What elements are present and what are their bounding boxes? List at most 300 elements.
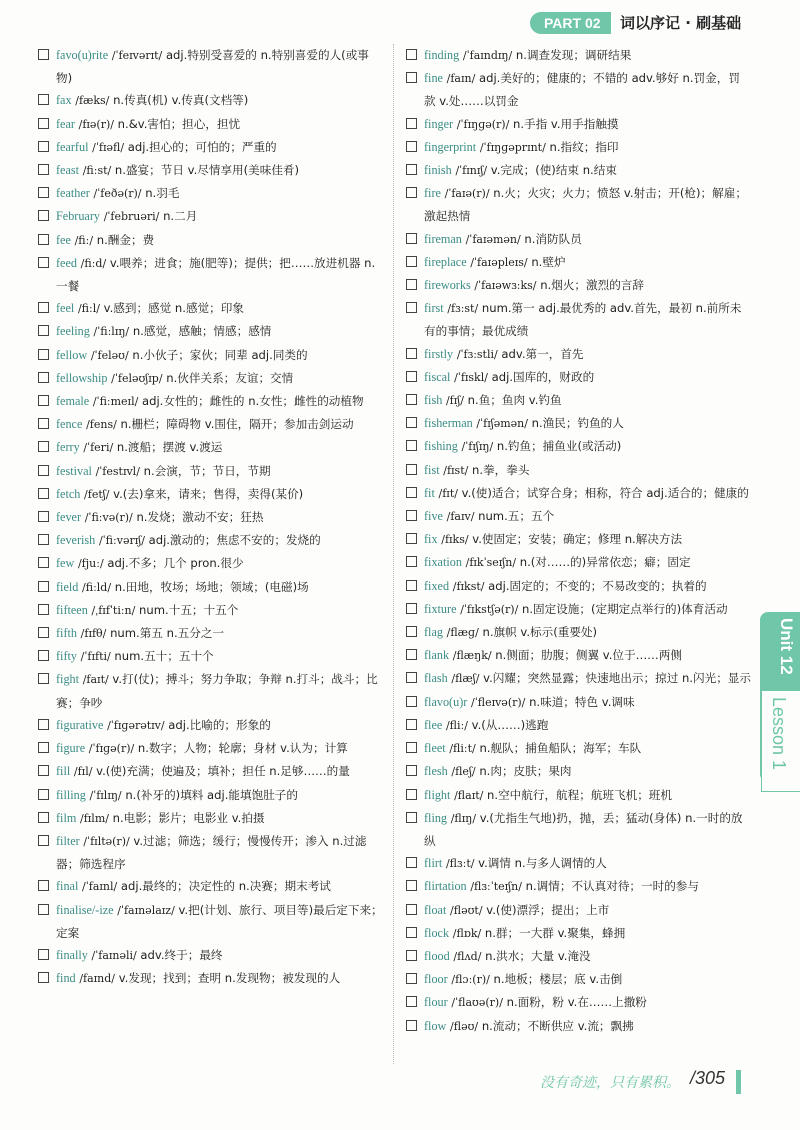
headword: fire [424, 186, 441, 201]
definition: n.栅栏；障碍物 v.围住，隔开；参加击剑运动 [120, 417, 354, 432]
vocab-entry [406, 575, 751, 598]
phonetic: /fɪt/ [438, 486, 458, 500]
vocab-entry [38, 622, 383, 645]
checkbox[interactable] [406, 742, 417, 753]
checkbox[interactable] [406, 487, 417, 498]
phonetic: /ˈfaɪə(r)/ [444, 187, 490, 201]
phonetic: /ˈfiːlɪŋ/ [93, 325, 130, 339]
checkbox[interactable] [38, 650, 49, 661]
vocab-entry [38, 182, 383, 205]
definition: n.钓鱼；捕鱼业(或活动) [496, 439, 622, 454]
headword: find [56, 971, 76, 986]
checkbox[interactable] [406, 187, 417, 198]
phonetic: /ˈfiːvərɪʃ/ [98, 534, 145, 548]
vocab-entry [406, 784, 751, 807]
vocab-entry [406, 136, 751, 159]
vocab-entry [406, 945, 751, 968]
definition: v.(去)拿来，请来；售得，卖得(某价) [113, 486, 304, 501]
phonetic: /ˈfaɪəwɜːks/ [474, 279, 537, 293]
phonetic: /fləʊ/ [450, 1019, 479, 1033]
checkbox[interactable] [406, 719, 417, 730]
checkbox[interactable] [38, 604, 49, 615]
checkbox[interactable] [406, 118, 417, 129]
checkbox[interactable] [38, 418, 49, 429]
phonetic: /ˈfebruəri/ [103, 210, 160, 224]
vocab-entry [406, 852, 751, 875]
page-number: /305 [690, 1068, 726, 1088]
definition: adj.激动的；焦虑不安的；发烧的 [148, 533, 321, 548]
vocab-entry [38, 737, 383, 760]
checkbox[interactable] [38, 395, 49, 406]
phonetic: /ˈfaɪndɪŋ/ [462, 49, 513, 62]
headword: fix [424, 532, 438, 547]
definition: n.肉；皮肤；果肉 [479, 764, 572, 779]
phonetic: /flæŋk/ [452, 649, 492, 663]
headword: fee [56, 232, 71, 247]
vocab-entry [406, 551, 751, 574]
headword: feed [56, 255, 77, 270]
checkbox[interactable] [406, 696, 417, 707]
phonetic: /fɪə(r)/ [78, 117, 114, 131]
phonetic: /ˈfeləʊ/ [90, 348, 129, 362]
headword: favo(u)rite [56, 48, 109, 62]
headword: first [424, 301, 444, 316]
vocab-entry [406, 113, 751, 136]
definition: n.数字；人物；轮廓；身材 v.认为；计算 [137, 741, 348, 756]
checkbox[interactable] [38, 349, 49, 360]
checkbox[interactable] [406, 765, 417, 776]
headword: finger [424, 116, 454, 131]
phonetic: /fɪks/ [441, 533, 469, 547]
checkbox[interactable] [38, 949, 49, 960]
checkbox[interactable] [38, 557, 49, 568]
phonetic: /ˈfaɪnəlaɪz/ [117, 903, 175, 917]
headword: figurative [56, 717, 104, 732]
checkbox[interactable] [406, 256, 417, 267]
checkbox[interactable] [38, 534, 49, 545]
checkbox[interactable] [38, 49, 49, 60]
checkbox[interactable] [406, 857, 417, 868]
vocab-entry [38, 784, 383, 807]
definition: adv.终于；最终 [140, 947, 223, 962]
phonetic: /ˈfɪskl/ [454, 370, 488, 384]
vocab-entry [38, 460, 383, 483]
definition: n.盛宴；节日 v.尽情享用(美味佳肴) [114, 163, 300, 178]
vocab-entry [406, 667, 751, 690]
right-column [406, 44, 751, 1038]
checkbox[interactable] [38, 488, 49, 499]
checkbox[interactable] [38, 719, 49, 730]
definition: v.(从……)逃跑 [471, 717, 549, 732]
definition: v.闪耀；突然显露；快速地出示；掠过 n.闪光；显示 [483, 671, 751, 686]
headword: festival [56, 463, 92, 478]
headword: fireplace [424, 254, 467, 269]
phonetic: /flʌd/ [453, 949, 482, 963]
definition: n.渔民；钓鱼的人 [531, 416, 624, 431]
headword: flight [424, 787, 451, 802]
checkbox[interactable] [406, 603, 417, 614]
headword: February [56, 209, 100, 224]
headword: fence [56, 417, 83, 432]
vocab-entry [38, 830, 383, 875]
vocab-entry [406, 691, 751, 714]
definition: v.把(计划、旅行、项目等)最后定下来；定案 [56, 902, 383, 940]
definition: num.第五 n.五分之一 [110, 626, 225, 641]
definition: n.固定设施；(定期定点举行的)体育活动 [521, 601, 728, 616]
headword: fifty [56, 649, 77, 664]
vocab-entry [406, 251, 751, 274]
vocab-entry [38, 760, 383, 783]
checkbox[interactable] [406, 789, 417, 800]
headword: firstly [424, 346, 454, 361]
definition: adj.不多；几个 pron.很少 [107, 556, 244, 571]
vocab-entry [38, 297, 383, 320]
phonetic: /ˈfɜːstli/ [456, 347, 498, 361]
phonetic: /ˈfɪnɪʃ/ [455, 164, 488, 178]
vocab-entry [38, 136, 383, 159]
checkbox[interactable] [38, 234, 49, 245]
checkbox[interactable] [38, 325, 49, 336]
phonetic: /flæɡ/ [446, 626, 479, 640]
header-title: 词以序记 · 刷基础 [620, 14, 742, 32]
definition: n.会演，节；节日，节期 [143, 463, 271, 478]
phonetic: /fens/ [86, 418, 117, 432]
headword: feeling [56, 324, 90, 339]
headword: field [56, 579, 79, 594]
phonetic: /ˈfeləʊʃɪp/ [111, 371, 163, 385]
checkbox[interactable] [406, 556, 417, 567]
vocab-entry [38, 113, 383, 136]
checkbox[interactable] [406, 394, 417, 405]
headword: floor [424, 972, 448, 987]
checkbox[interactable] [406, 302, 417, 313]
checkbox[interactable] [38, 118, 49, 129]
checkbox[interactable] [406, 950, 417, 961]
vocab-entry [406, 482, 751, 505]
definition: n.(补牙的)填料 adj.能填饱肚子的 [125, 787, 298, 802]
vocab-entry [406, 714, 751, 737]
checkbox[interactable] [38, 441, 49, 452]
phonetic: /ˈfɪlɪŋ/ [89, 788, 122, 802]
checkbox[interactable] [406, 580, 417, 591]
vocab-entry [406, 505, 751, 528]
headword: flank [424, 648, 450, 663]
headword: feel [56, 301, 75, 316]
checkbox[interactable] [38, 835, 49, 846]
checkbox[interactable] [406, 417, 417, 428]
headword: fine [424, 71, 443, 86]
definition: v.(使)适合；试穿合身；相称，符合 adj.适合的；健康的 [461, 485, 749, 500]
definition: adj.比喻的；形象的 [168, 717, 271, 732]
checkbox[interactable] [38, 511, 49, 522]
phonetic: /fɪkst/ [452, 579, 485, 593]
definition: n.二月 [163, 209, 198, 224]
headword: fleet [424, 741, 446, 756]
vocab-entry [38, 714, 383, 737]
vocab-entry [38, 967, 383, 990]
headword: fifteen [56, 602, 88, 617]
checkbox[interactable] [406, 927, 417, 938]
lesson-label: Lesson 1 [769, 697, 789, 771]
phonetic: /fjuː/ [77, 557, 104, 571]
vocab-entry [406, 44, 751, 67]
phonetic: /ˈfɪfti/ [80, 650, 111, 664]
headword: fearful [56, 139, 89, 154]
checkbox[interactable] [406, 49, 417, 60]
phonetic: /ˈfaɪnl/ [82, 880, 118, 894]
checkbox[interactable] [38, 673, 49, 684]
vocab-entry [38, 367, 383, 390]
checkbox[interactable] [38, 141, 49, 152]
headword: fixation [424, 555, 462, 570]
definition: n.酬金；费 [96, 232, 155, 247]
headword: fifth [56, 626, 77, 641]
definition: v.(尤指生气地)扔，抛，丢；猛动(身体) n.一时的放纵 [424, 810, 743, 848]
phonetic: /fetʃ/ [84, 487, 110, 501]
phonetic: /flɜːt/ [445, 857, 475, 871]
checkbox[interactable] [406, 141, 417, 152]
checkbox[interactable] [38, 789, 49, 800]
definition: n.渡船；摆渡 v.渡运 [116, 440, 223, 455]
headword: finish [424, 163, 452, 178]
checkbox[interactable] [406, 440, 417, 451]
checkbox[interactable] [38, 94, 49, 105]
definition: n.(对……的)异常依恋；癖；固定 [519, 555, 691, 570]
headword: flood [424, 948, 450, 963]
phonetic: /ˈfɪəfl/ [92, 140, 125, 154]
phonetic: /ˈferi/ [83, 441, 114, 455]
definition: n.旗帜 v.标示(重要处) [482, 625, 598, 640]
definition: n.地板；楼层；底 v.击倒 [493, 972, 623, 987]
vocab-entry [38, 875, 383, 898]
definition: v.过滤；筛选；缓行；慢慢传开；渗入 n.过滤器；筛选程序 [56, 833, 367, 872]
headword: fetch [56, 486, 81, 501]
definition: v.调情 n.与多人调情的人 [478, 856, 607, 871]
definition: num.五；五个 [478, 509, 555, 524]
checkbox[interactable] [406, 371, 417, 382]
definition: v.使固定；安装；确定；修理 n.解决方法 [472, 532, 683, 547]
vocab-entry [406, 435, 751, 458]
headword: fixed [424, 578, 450, 593]
definition: v.完成；(使)结束 n.结束 [490, 163, 617, 178]
checkbox[interactable] [38, 742, 49, 753]
vocab-entry [406, 760, 751, 783]
definition: n.羽毛 [145, 186, 180, 201]
checkbox[interactable] [38, 372, 49, 383]
vocab-entry [406, 459, 751, 482]
vocab-columns [38, 44, 758, 1074]
checkbox[interactable] [406, 672, 417, 683]
headword: flow [424, 1018, 447, 1033]
definition: v.发现；找到；查明 n.发现物；被发现的人 [118, 971, 341, 986]
checkbox[interactable] [406, 533, 417, 544]
phonetic: /ˈflaʊə(r)/ [451, 996, 503, 1010]
checkbox[interactable] [406, 510, 417, 521]
headword: film [56, 810, 77, 825]
vocab-entry [38, 668, 383, 713]
definition: num.第一 adj.最优秀的 adv.首先，最初 n.前所未有的事情；最优成绩 [424, 301, 742, 339]
checkbox[interactable] [38, 581, 49, 592]
vocab-entry [406, 807, 751, 852]
checkbox[interactable] [406, 233, 417, 244]
headword: fisherman [424, 416, 473, 431]
vocab-entry [406, 1015, 751, 1038]
vocab-entry [38, 944, 383, 967]
phonetic: /fɪfθ/ [80, 627, 107, 641]
headword: filter [56, 833, 80, 848]
vocab-entry [38, 89, 383, 112]
definition: n.侧面；肋腹；侧翼 v.位于……两侧 [495, 648, 682, 663]
vocab-entry [406, 528, 751, 551]
definition: n.指纹；指印 [549, 139, 619, 154]
headword: flock [424, 925, 450, 940]
lesson-tab [761, 690, 800, 792]
headword: finding [424, 48, 460, 62]
vocab-entry [406, 366, 751, 389]
headword: fist [424, 462, 440, 477]
definition: n.面粉，粉 v.在……上撒粉 [506, 995, 647, 1010]
vocab-entry [406, 644, 751, 667]
checkbox[interactable] [406, 904, 417, 915]
headword: feather [56, 186, 90, 201]
vocab-entry [406, 968, 751, 991]
headword: flirtation [424, 879, 467, 894]
vocab-entry [406, 389, 751, 412]
headword: flag [424, 625, 443, 640]
vocab-entry [406, 875, 751, 898]
definition: n.舰队；捕鱼船队；海军；车队 [479, 741, 642, 756]
checkbox[interactable] [38, 164, 49, 175]
checkbox[interactable] [38, 210, 49, 221]
phonetic: /flɜːˈteɪʃn/ [470, 880, 522, 894]
phonetic: /ˈfɪkstʃə(r)/ [460, 602, 519, 616]
phonetic: /ˈfɪʃəmən/ [476, 417, 528, 431]
headword: five [424, 509, 443, 524]
checkbox[interactable] [406, 464, 417, 475]
definition: n.拳，拳头 [472, 462, 530, 477]
headword: fight [56, 672, 80, 687]
checkbox[interactable] [406, 1020, 417, 1031]
phonetic: /flɪŋ/ [450, 811, 477, 825]
checkbox[interactable] [406, 812, 417, 823]
checkbox[interactable] [406, 164, 417, 175]
phonetic: /fɪl/ [73, 765, 93, 779]
definition: n.手指 v.用手指触摸 [513, 116, 619, 131]
headword: ferry [56, 440, 80, 455]
vocab-entry [38, 320, 383, 343]
checkbox[interactable] [406, 996, 417, 1007]
headword: fixture [424, 601, 457, 616]
checkbox[interactable] [406, 626, 417, 637]
headword: fiscal [424, 369, 451, 384]
checkbox[interactable] [38, 465, 49, 476]
phonetic: /flaɪt/ [454, 788, 484, 802]
vocab-entry [38, 229, 383, 252]
phonetic: /fiːd/ [80, 256, 107, 270]
headword: female [56, 394, 90, 409]
vocab-entry [38, 413, 383, 436]
checkbox[interactable] [406, 973, 417, 984]
checkbox[interactable] [38, 302, 49, 313]
page-footer [540, 1068, 790, 1098]
definition: n.烟火；激烈的言辞 [540, 278, 644, 293]
checkbox[interactable] [38, 187, 49, 198]
phonetic: /fɜːst/ [447, 302, 479, 316]
vocab-entry [38, 344, 383, 367]
headword: fellow [56, 347, 88, 362]
phonetic: /fliːt/ [449, 742, 476, 756]
vocab-entry [38, 159, 383, 182]
definition: n.传真(机) v.传真(文档等) [113, 93, 249, 108]
vocab-entry [38, 645, 383, 668]
vocab-entry [406, 297, 751, 342]
definition: n.田地，牧场；场地；领域；(电磁)场 [114, 579, 309, 594]
phonetic: /ˈfɪʃɪŋ/ [461, 440, 494, 454]
headword: float [424, 902, 447, 917]
phonetic: /ˈfɪltə(r)/ [83, 834, 130, 848]
checkbox[interactable] [38, 880, 49, 891]
checkbox[interactable] [38, 904, 49, 915]
checkbox[interactable] [38, 627, 49, 638]
checkbox[interactable] [38, 812, 49, 823]
definition: adj.最终的；决定性的 n.决赛；期末考试 [120, 879, 331, 894]
phonetic: /ˈfestɪvl/ [95, 464, 140, 478]
definition: adj.担心的；可怕的；严重的 [127, 139, 277, 154]
phonetic: /ˈfaɪəmən/ [465, 232, 521, 246]
definition: n.消防队员 [524, 231, 582, 246]
headword: flirt [424, 856, 443, 871]
headword: feast [56, 163, 80, 178]
vocab-entry [38, 252, 383, 297]
checkbox[interactable] [406, 279, 417, 290]
vocab-entry [406, 228, 751, 251]
headword: fit [424, 485, 435, 500]
checkbox[interactable] [38, 257, 49, 268]
checkbox[interactable] [38, 972, 49, 983]
definition: adj.特别受喜爱的 n.特别喜爱的人(或事物) [56, 48, 369, 86]
phonetic: /fleʃ/ [451, 765, 476, 779]
phonetic: /flæʃ/ [451, 672, 480, 686]
phonetic: /faɪv/ [446, 510, 475, 524]
vocab-entry [406, 274, 751, 297]
vocab-entry [406, 67, 751, 112]
phonetic: /fɪst/ [443, 463, 469, 477]
phonetic: /ˈfɪɡərətɪv/ [107, 718, 165, 732]
definition: num.五十；五十个 [114, 649, 214, 664]
definition: n.味道；特色 v.调味 [529, 694, 635, 709]
vocab-entry [406, 899, 751, 922]
checkbox[interactable] [406, 880, 417, 891]
definition: n.小伙子；家伙；同辈 adj.同类的 [132, 347, 308, 362]
vocab-entry [406, 737, 751, 760]
vocab-entry [38, 506, 383, 529]
definition: v.喂养；进食；施(肥等)；提供；把……放进机器 n.一餐 [56, 255, 376, 294]
checkbox[interactable] [38, 765, 49, 776]
checkbox[interactable] [406, 72, 417, 83]
column-divider [393, 44, 394, 1064]
definition: adj.美好的；健康的；不错的 adv.够好 n.罚金，罚款 v.处……以罚金 [424, 71, 740, 109]
phonetic: /faɪt/ [82, 673, 109, 687]
phonetic: /fliː/ [445, 718, 468, 732]
vocab-entry [38, 529, 383, 552]
checkbox[interactable] [406, 649, 417, 660]
vocab-entry [38, 483, 383, 506]
vocab-entry [406, 922, 751, 945]
phonetic: /ˈfiːvə(r)/ [84, 511, 133, 525]
left-column [38, 44, 383, 990]
checkbox[interactable] [406, 348, 417, 359]
definition: n.空中航行，航程；航班飞机；班机 [487, 787, 672, 802]
